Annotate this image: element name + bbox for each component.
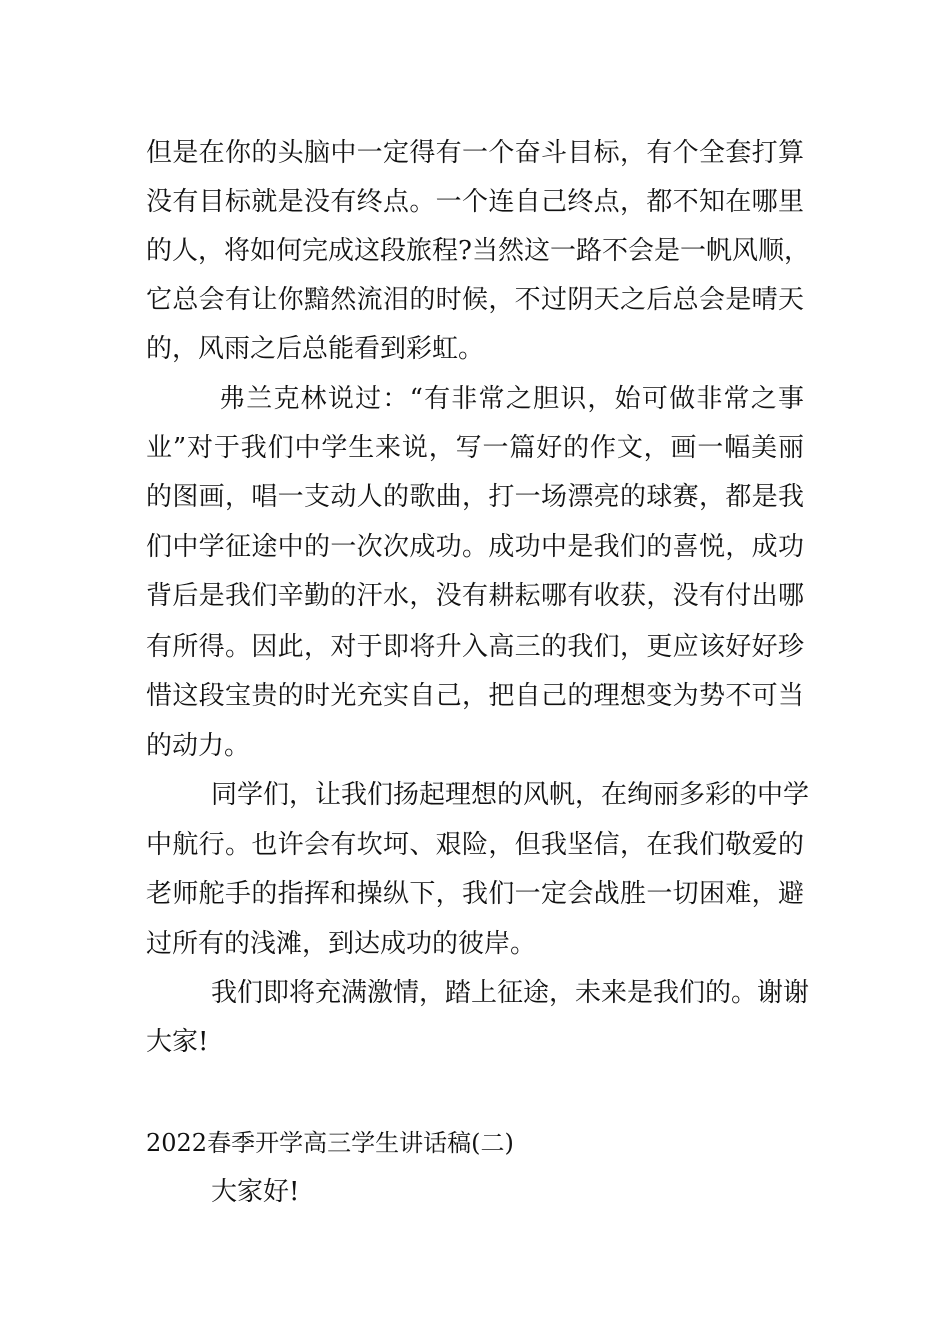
paragraph-line: 它总会有让你黯然流泪的时候，不过阴天之后总会是晴天: [146, 285, 804, 315]
paragraph-line: 的动力。: [146, 731, 251, 761]
paragraph-line: 的图画，唱一支动人的歌曲，打一场漂亮的球赛，都是我: [146, 482, 804, 512]
paragraph-line: 弗兰克林说过：“有非常之胆识，始可做非常之事: [219, 384, 804, 414]
paragraph-line: 的人，将如何完成这段旅程?当然这一路不会是一帆风顺，: [146, 236, 810, 266]
paragraph-line: 背后是我们辛勤的汗水，没有耕耘哪有收获，没有付出哪: [146, 581, 804, 611]
greeting: 大家好!: [211, 1177, 300, 1207]
paragraph-line: 有所得。因此，对于即将升入高三的我们，更应该好好珍: [146, 632, 804, 662]
paragraph-line: 中航行。也许会有坎坷、艰险，但我坚信，在我们敬爱的: [146, 830, 804, 860]
section-title: 2022春季开学高三学生讲话稿(二): [146, 1129, 514, 1157]
paragraph-line: 我们即将充满激情，踏上征途，未来是我们的。谢谢: [211, 978, 810, 1008]
paragraph-line: 但是在你的头脑中一定得有一个奋斗目标，有个全套打算: [146, 138, 804, 168]
paragraph-line: 大家!: [146, 1027, 209, 1057]
paragraph-line: 过所有的浅滩，到达成功的彼岸。: [146, 929, 537, 959]
paragraph-line: 惜这段宝贵的时光充实自己，把自己的理想变为势不可当: [146, 681, 804, 711]
paragraph-line: 同学们，让我们扬起理想的风帆，在绚丽多彩的中学: [211, 780, 810, 810]
paragraph-line: 没有目标就是没有终点。一个连自己终点，都不知在哪里: [146, 187, 804, 217]
paragraph-line: 的，风雨之后总能看到彩虹。: [146, 334, 485, 364]
paragraph-line: 业”对于我们中学生来说，写一篇好的作文，画一幅美丽: [146, 433, 804, 463]
paragraph-line: 们中学征途中的一次次成功。成功中是我们的喜悦，成功: [146, 532, 804, 562]
paragraph-line: 老师舵手的指挥和操纵下，我们一定会战胜一切困难，避: [146, 879, 804, 909]
